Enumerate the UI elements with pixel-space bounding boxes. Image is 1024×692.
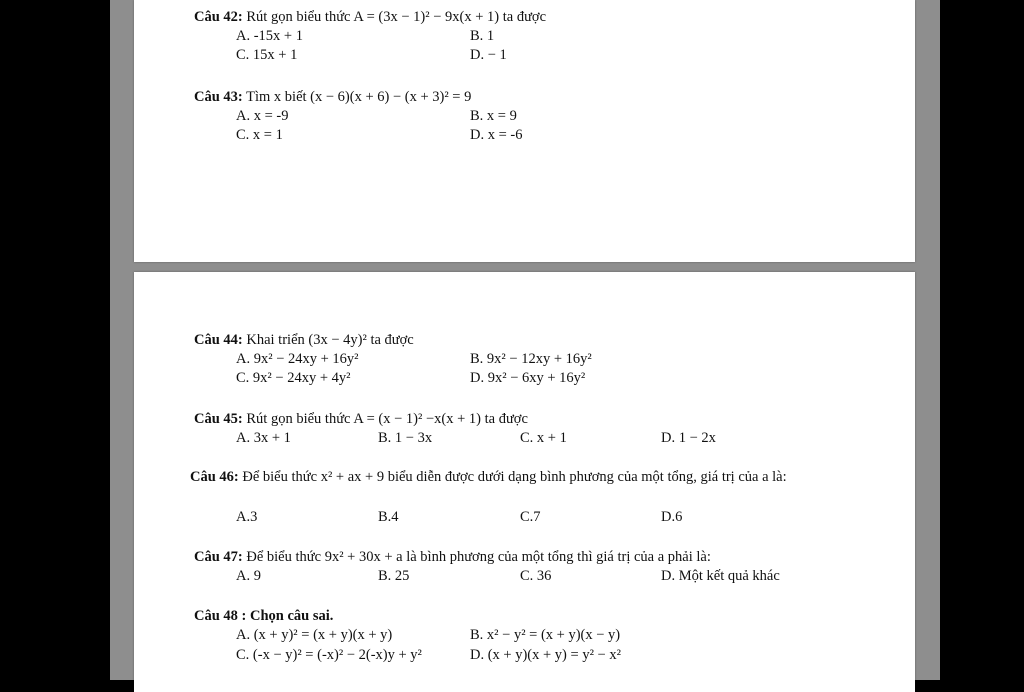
question-text: Khai triển (3x − 4y)² ta được: [246, 332, 414, 348]
question-text: Tìm x biết (x − 6)(x + 6) − (x + 3)² = 9: [246, 89, 472, 105]
option-d: D. (x + y)(x + y) = y² − x²: [470, 647, 621, 663]
question-label: Câu 48 :: [194, 608, 247, 624]
option-c: C. 36: [520, 568, 552, 584]
question-label: Câu 47:: [194, 549, 243, 565]
option-a: A. -15x + 1: [236, 28, 303, 44]
question-label: Câu 42:: [194, 9, 243, 25]
option-a: A. (x + y)² = (x + y)(x + y): [236, 627, 393, 643]
question-text: Rút gọn biểu thức A = (3x − 1)² − 9x(x + 1) ta được: [246, 9, 547, 25]
option-c: C. x + 1: [520, 430, 567, 446]
question-43: [194, 88, 471, 106]
option-a: A. x = -9: [236, 108, 289, 124]
option-a: A. 9x² − 24xy + 16y²: [236, 351, 359, 367]
option-c: C. x = 1: [236, 127, 283, 143]
option-d: D. − 1: [470, 47, 507, 63]
question-label: Câu 46:: [190, 469, 239, 485]
question-47: [194, 548, 711, 566]
question-text: Chọn câu sai.: [250, 608, 334, 624]
option-b: B. 1: [470, 28, 495, 44]
option-d: D. Một kết quả khác: [661, 568, 780, 584]
option-c: C. 15x + 1: [236, 47, 298, 63]
question-label: Câu 43:: [194, 89, 243, 105]
option-b: B.4: [378, 509, 399, 525]
option-d: D.6: [661, 509, 683, 525]
option-d: D. 1 − 2x: [661, 430, 716, 446]
option-b: B. 1 − 3x: [378, 430, 433, 446]
option-c: C. 9x² − 24xy + 4y²: [236, 370, 351, 386]
option-b: B. x = 9: [470, 108, 517, 124]
question-label: Câu 45:: [194, 411, 243, 427]
question-48: [194, 607, 333, 625]
question-text: Để biểu thức x² + ax + 9 biểu diễn được dưới dạng bình phương của một tổng, giá trị của a là:: [242, 469, 787, 485]
question-text: Để biểu thức 9x² + 30x + a là bình phương của một tổng thì giá trị của a phải là:: [246, 549, 711, 565]
option-a: A. 9: [236, 568, 261, 584]
question-42: [194, 8, 546, 26]
question-46: [190, 468, 860, 486]
option-b: B. x² − y² = (x + y)(x − y): [470, 627, 621, 643]
question-44: [194, 331, 414, 349]
option-d: D. 9x² − 6xy + 16y²: [470, 370, 586, 386]
option-d: D. x = -6: [470, 127, 523, 143]
question-text: Rút gọn biểu thức A = (x − 1)² −x(x + 1) ta được: [246, 411, 528, 427]
option-c: C.7: [520, 509, 541, 525]
option-a: A. 3x + 1: [236, 430, 291, 446]
option-b: B. 9x² − 12xy + 16y²: [470, 351, 592, 367]
option-c: C. (-x − y)² = (-x)² − 2(-x)y + y²: [236, 647, 422, 663]
option-a: A.3: [236, 509, 258, 525]
option-b: B. 25: [378, 568, 410, 584]
question-45: [194, 410, 528, 428]
question-label: Câu 44:: [194, 332, 243, 348]
